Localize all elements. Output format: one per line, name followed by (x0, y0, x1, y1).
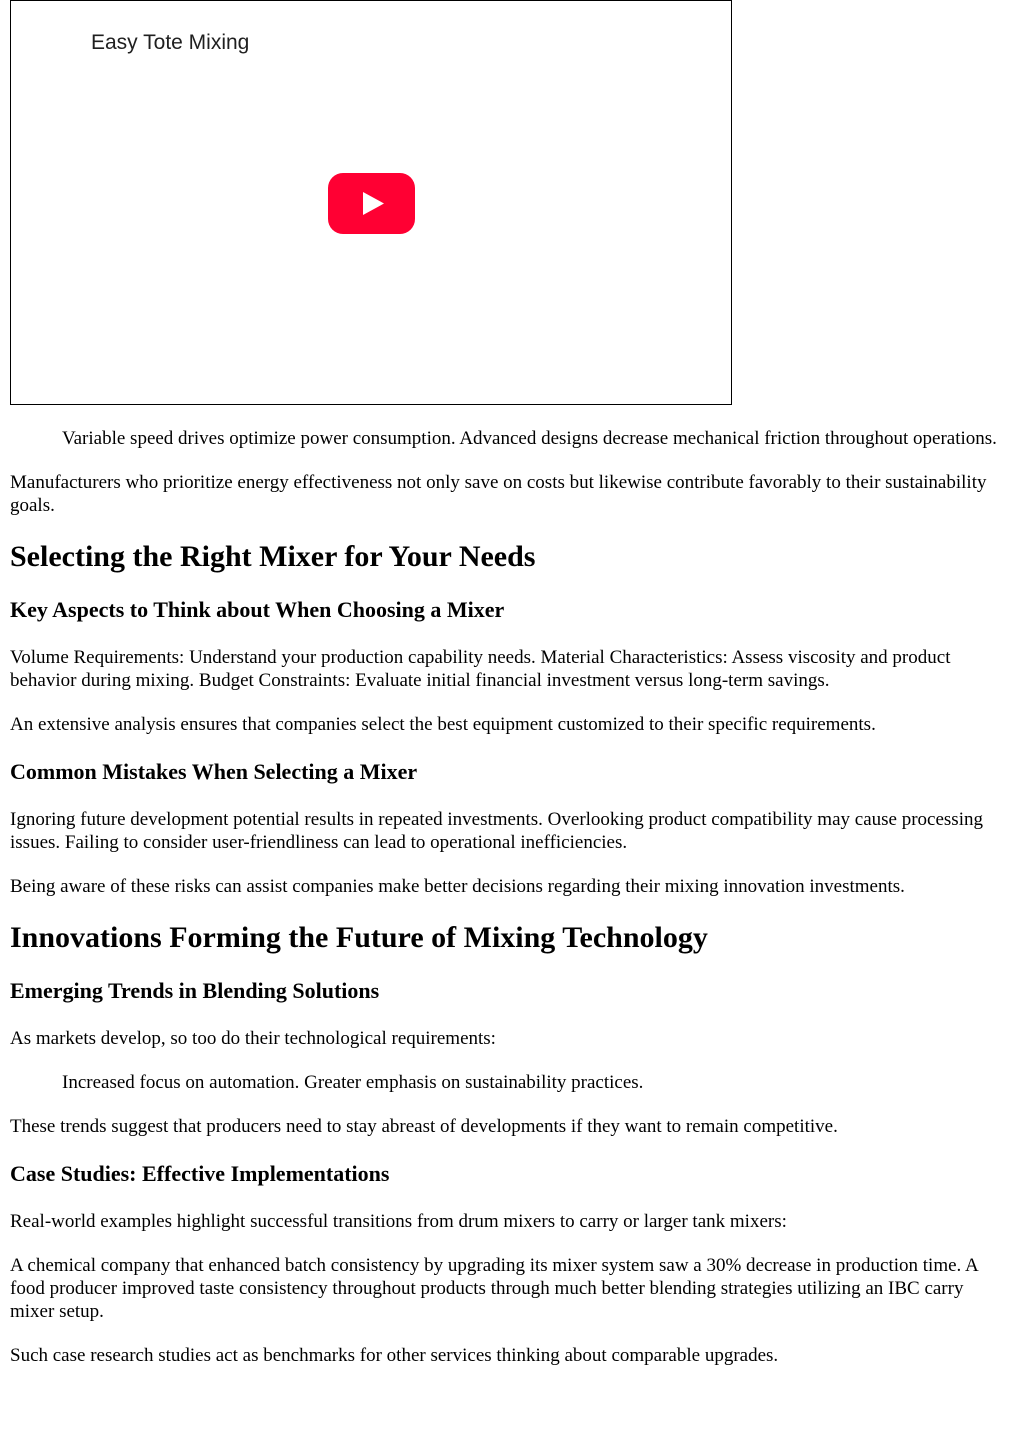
cases-text: A chemical company that enhanced batch consistency by upgrading its mixer system saw a 30% decrease in production time. A food producer improved taste consistency throughout products through much better blending strategies utilizing an IBC carry mixer setup. (10, 1255, 978, 1322)
heading-key-aspects: Key Aspects to Think about When Choosing a Mixer (10, 597, 505, 622)
key-aspects-summary: An extensive analysis ensures that companies select the best equipment customized to their specific requirements. (10, 714, 876, 735)
heading-selecting-mixer: Selecting the Right Mixer for Your Needs (10, 540, 536, 573)
cases-summary: Such case research studies act as benchmarks for other services thinking about comparable upgrades. (10, 1345, 779, 1366)
heading-innovations: Innovations Forming the Future of Mixing Technology (10, 921, 708, 954)
article-content (10, 0, 1010, 1367)
cases-intro: Real-world examples highlight successful transitions from drum mixers to carry or larger tank mixers: (10, 1211, 787, 1232)
heading-case-studies: Case Studies: Effective Implementations (10, 1161, 390, 1186)
energy-summary: Manufacturers who prioritize energy effectiveness not only save on costs but likewise contribute favorably to their sustainability goals. (10, 472, 987, 516)
key-aspects-text: Volume Requirements: Understand your production capability needs. Material Characteristics: Assess viscosity and product behavior during mixing. Budget Constraints: Evaluate initial financial investment versus long-term savings. (10, 647, 951, 691)
heading-common-mistakes: Common Mistakes When Selecting a Mixer (10, 759, 418, 784)
video-title[interactable]: Easy Tote Mixing (91, 31, 250, 54)
heading-emerging-trends: Emerging Trends in Blending Solutions (10, 978, 380, 1003)
trends-intro: As markets develop, so too do their technological requirements: (10, 1028, 496, 1049)
play-button[interactable] (328, 173, 415, 234)
mistakes-text: Ignoring future development potential results in repeated investments. Overlooking product compatibility may cause processing issues. Failing to consider user-friendliness can lead to operational inefficiencies. (10, 809, 983, 853)
trends-summary: These trends suggest that producers need to stay abreast of developments if they want to remain competitive. (10, 1116, 838, 1137)
trends-list-item: Increased focus on automation. Greater emphasis on sustainability practices. (62, 1072, 644, 1093)
video-embed[interactable] (10, 0, 732, 405)
energy-list-item: Variable speed drives optimize power consumption. Advanced designs decrease mechanical friction throughout operations. (62, 428, 997, 449)
mistakes-summary: Being aware of these risks can assist companies make better decisions regarding their mixing innovation investments. (10, 876, 905, 897)
play-icon (328, 173, 415, 234)
